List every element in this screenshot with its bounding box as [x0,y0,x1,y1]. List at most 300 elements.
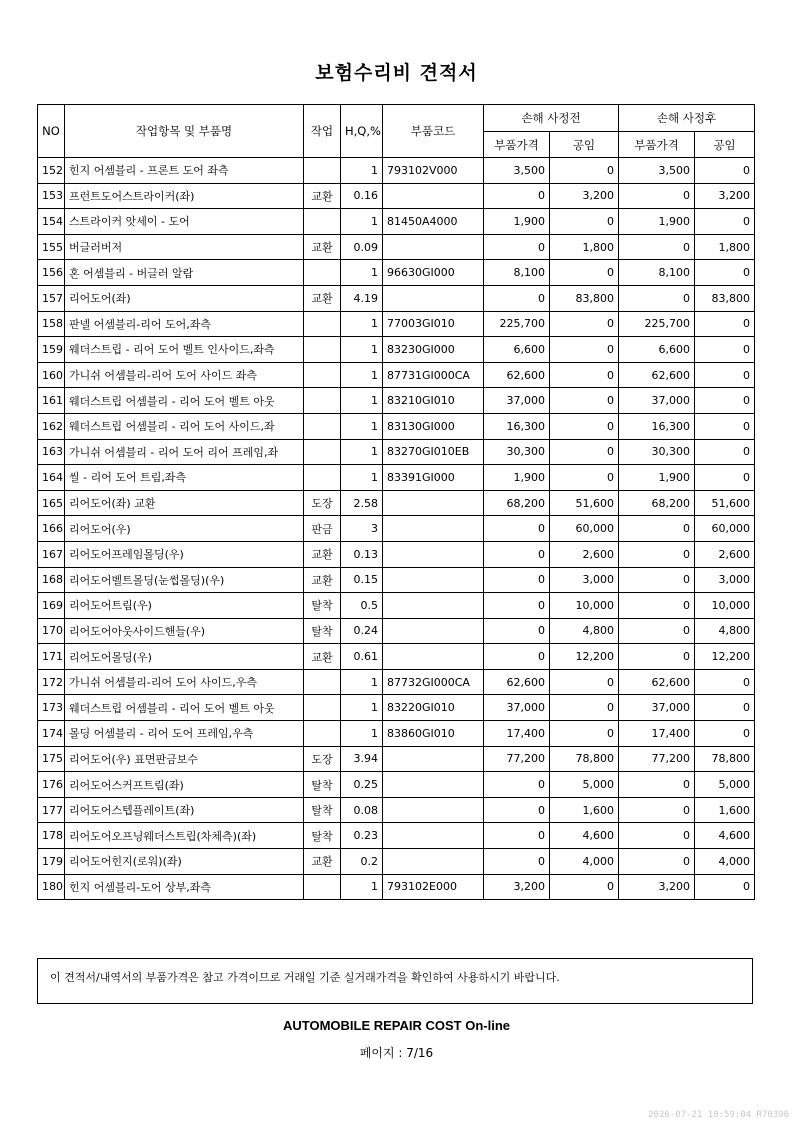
row-before-part-price: 62,600 [484,362,550,388]
row-before-part-price: 1,900 [484,209,550,235]
row-no: 179 [38,849,65,875]
row-before-labor: 0 [550,695,619,721]
row-work: 도장 [304,746,341,772]
row-before-labor: 0 [550,337,619,363]
row-no: 155 [38,234,65,260]
row-after-labor: 78,800 [695,746,755,772]
row-work [304,311,341,337]
header-hq: H,Q,% [341,105,383,158]
row-no: 159 [38,337,65,363]
table-row [38,311,755,337]
row-no: 163 [38,439,65,465]
table-row [38,285,755,311]
row-after-part-price: 0 [619,541,695,567]
row-before-labor: 51,600 [550,490,619,516]
row-hq: 1 [341,721,383,747]
row-after-part-price: 30,300 [619,439,695,465]
page-number: 페이지 : 7/16 [359,1046,434,1060]
row-work [304,413,341,439]
table-row [38,465,755,491]
row-no: 180 [38,874,65,900]
row-before-part-price: 68,200 [484,490,550,516]
row-item-name: 힌지 어셈블리 - 프론트 도어 좌측 [65,158,304,184]
row-after-part-price: 0 [619,823,695,849]
row-item-name: 버글러버저 [65,234,304,260]
row-item-name: 리어도어프레임몰딩(우) [65,541,304,567]
row-after-part-price: 0 [619,234,695,260]
table-row [38,746,755,772]
row-part-code [383,644,484,670]
row-hq: 0.24 [341,618,383,644]
row-before-part-price: 3,500 [484,158,550,184]
row-no: 168 [38,567,65,593]
row-after-labor: 1,600 [695,797,755,823]
row-before-labor: 12,200 [550,644,619,670]
row-before-labor: 0 [550,439,619,465]
row-before-labor: 5,000 [550,772,619,798]
row-hq: 1 [341,439,383,465]
table-row [38,362,755,388]
row-after-part-price: 77,200 [619,746,695,772]
row-item-name: 웨더스트립 어셈블리 - 리어 도어 사이드,좌 [65,413,304,439]
row-hq: 1 [341,413,383,439]
row-item-name: 리어도어아웃사이드핸들(우) [65,618,304,644]
row-hq: 1 [341,669,383,695]
row-after-part-price: 0 [619,644,695,670]
row-part-code: 83391GI000 [383,465,484,491]
header-before-labor: 공임 [550,132,619,158]
row-hq: 0.61 [341,644,383,670]
row-part-code: 77003GI010 [383,311,484,337]
row-before-part-price: 62,600 [484,669,550,695]
row-part-code [383,490,484,516]
row-no: 178 [38,823,65,849]
table-row [38,669,755,695]
row-after-part-price: 37,000 [619,695,695,721]
row-item-name: 웨더스트립 어셈블리 - 리어 도어 벨트 아웃 [65,695,304,721]
table-row [38,644,755,670]
row-before-labor: 10,000 [550,593,619,619]
row-work: 교환 [304,644,341,670]
row-before-labor: 0 [550,158,619,184]
header-work: 작업 [304,105,341,158]
row-before-labor: 0 [550,413,619,439]
row-hq: 0.23 [341,823,383,849]
row-before-labor: 78,800 [550,746,619,772]
row-before-labor: 0 [550,669,619,695]
timestamp-stamp: 2026-07-21 10:59:04 R70396 [648,1110,789,1120]
row-work [304,695,341,721]
row-after-part-price: 0 [619,285,695,311]
row-no: 170 [38,618,65,644]
row-before-part-price: 77,200 [484,746,550,772]
row-before-part-price: 16,300 [484,413,550,439]
row-after-part-price: 0 [619,772,695,798]
row-after-labor: 4,600 [695,823,755,849]
row-after-labor: 60,000 [695,516,755,542]
row-before-part-price: 0 [484,797,550,823]
row-work: 교환 [304,541,341,567]
row-part-code [383,593,484,619]
row-item-name: 혼 어셈블리 - 버글러 알람 [65,260,304,286]
row-after-labor: 0 [695,362,755,388]
row-before-labor: 3,000 [550,567,619,593]
row-before-labor: 0 [550,721,619,747]
row-no: 156 [38,260,65,286]
row-before-part-price: 0 [484,516,550,542]
row-no: 154 [38,209,65,235]
row-work [304,669,341,695]
row-after-part-price: 8,100 [619,260,695,286]
document-title: 보험수리비 견적서 [315,62,478,84]
row-after-labor: 3,200 [695,183,755,209]
row-no: 174 [38,721,65,747]
row-before-labor: 4,600 [550,823,619,849]
row-no: 158 [38,311,65,337]
table-row [38,541,755,567]
row-work [304,721,341,747]
row-before-part-price: 37,000 [484,695,550,721]
header-before: 손해 사정전 [484,105,619,132]
row-after-labor: 3,000 [695,567,755,593]
row-before-part-price: 6,600 [484,337,550,363]
row-item-name: 리어도어힌지(로워)(좌) [65,849,304,875]
row-part-code [383,234,484,260]
row-after-labor: 83,800 [695,285,755,311]
row-no: 161 [38,388,65,414]
row-hq: 0.13 [341,541,383,567]
row-item-name: 가니쉬 어셈블리-리어 도어 사이드,우측 [65,669,304,695]
row-after-labor: 1,800 [695,234,755,260]
row-after-part-price: 3,200 [619,874,695,900]
row-part-code [383,183,484,209]
table-row [38,260,755,286]
row-hq: 3.94 [341,746,383,772]
row-hq: 1 [341,311,383,337]
row-work: 교환 [304,285,341,311]
table-row [38,593,755,619]
row-after-labor: 0 [695,260,755,286]
table-row [38,874,755,900]
header-code: 부품코드 [383,105,484,158]
row-before-part-price: 0 [484,183,550,209]
row-part-code [383,849,484,875]
table-row [38,516,755,542]
header-no: NO [38,105,65,158]
row-part-code: 83860GI010 [383,721,484,747]
row-before-labor: 83,800 [550,285,619,311]
row-part-code: 83130GI000 [383,413,484,439]
row-work: 교환 [304,567,341,593]
row-part-code [383,516,484,542]
row-after-part-price: 3,500 [619,158,695,184]
row-after-labor: 0 [695,337,755,363]
row-hq: 0.08 [341,797,383,823]
row-before-part-price: 0 [484,285,550,311]
row-after-labor: 5,000 [695,772,755,798]
row-work [304,337,341,363]
row-before-part-price: 0 [484,618,550,644]
table-row [38,849,755,875]
row-item-name: 리어도어오프닝웨더스트립(차체측)(좌) [65,823,304,849]
row-after-part-price: 0 [619,516,695,542]
row-part-code: 87732GI000CA [383,669,484,695]
row-after-labor: 0 [695,695,755,721]
row-part-code [383,746,484,772]
row-item-name: 리어도어몰딩(우) [65,644,304,670]
row-hq: 1 [341,209,383,235]
row-part-code [383,823,484,849]
row-after-part-price: 0 [619,797,695,823]
row-after-part-price: 17,400 [619,721,695,747]
row-work [304,388,341,414]
row-work: 교환 [304,234,341,260]
row-item-name: 리어도어스텝플레이트(좌) [65,797,304,823]
row-after-part-price: 225,700 [619,311,695,337]
row-work: 판금 [304,516,341,542]
row-before-part-price: 0 [484,823,550,849]
row-after-part-price: 37,000 [619,388,695,414]
row-work: 탈착 [304,797,341,823]
row-hq: 1 [341,337,383,363]
row-after-part-price: 1,900 [619,465,695,491]
row-before-labor: 0 [550,311,619,337]
row-item-name: 판넬 어셈블리-리어 도어,좌측 [65,311,304,337]
row-no: 162 [38,413,65,439]
row-hq: 1 [341,260,383,286]
row-work: 교환 [304,183,341,209]
row-after-labor: 51,600 [695,490,755,516]
table-row [38,490,755,516]
row-item-name: 리어도어(우) 표면판금보수 [65,746,304,772]
row-no: 153 [38,183,65,209]
row-work: 도장 [304,490,341,516]
row-hq: 0.16 [341,183,383,209]
row-no: 160 [38,362,65,388]
table-body [38,158,755,900]
row-work: 탈착 [304,593,341,619]
table-row [38,823,755,849]
row-part-code [383,618,484,644]
row-after-part-price: 62,600 [619,669,695,695]
header-after-part-price: 부품가격 [619,132,695,158]
row-work [304,362,341,388]
row-work [304,465,341,491]
row-part-code: 87731GI000CA [383,362,484,388]
row-hq: 2.58 [341,490,383,516]
row-item-name: 리어도어(좌) [65,285,304,311]
row-work [304,158,341,184]
row-after-part-price: 1,900 [619,209,695,235]
row-item-name: 힌지 어셈블리-도어 상부,좌측 [65,874,304,900]
row-part-code [383,772,484,798]
row-after-labor: 0 [695,158,755,184]
row-before-labor: 3,200 [550,183,619,209]
row-work [304,209,341,235]
row-no: 175 [38,746,65,772]
notice-box [37,958,753,1004]
row-hq: 1 [341,388,383,414]
row-hq: 0.5 [341,593,383,619]
row-before-part-price: 0 [484,541,550,567]
row-hq: 0.09 [341,234,383,260]
table-row [38,183,755,209]
table-row [38,695,755,721]
row-part-code: 83220GI010 [383,695,484,721]
row-no: 165 [38,490,65,516]
row-hq: 0.15 [341,567,383,593]
row-hq: 1 [341,695,383,721]
row-before-labor: 0 [550,465,619,491]
row-item-name: 웨더스트립 - 리어 도어 벨트 인사이드,좌측 [65,337,304,363]
row-before-labor: 60,000 [550,516,619,542]
row-no: 169 [38,593,65,619]
estimate-table [37,104,755,900]
row-item-name: 웨더스트립 어셈블리 - 리어 도어 벨트 아웃 [65,388,304,414]
row-before-labor: 0 [550,388,619,414]
row-hq: 3 [341,516,383,542]
row-after-labor: 0 [695,439,755,465]
row-no: 173 [38,695,65,721]
table-row [38,797,755,823]
row-before-part-price: 0 [484,849,550,875]
row-no: 171 [38,644,65,670]
row-item-name: 리어도어벨트몰딩(눈썹몰딩)(우) [65,567,304,593]
row-item-name: 리어도어트림(우) [65,593,304,619]
row-work: 탈착 [304,772,341,798]
row-no: 177 [38,797,65,823]
row-work: 탈착 [304,618,341,644]
row-after-labor: 0 [695,413,755,439]
row-part-code [383,567,484,593]
row-no: 152 [38,158,65,184]
row-part-code: 793102V000 [383,158,484,184]
table-row [38,209,755,235]
notice-text: 이 견적서/내역서의 부품가격은 참고 가격이므로 거래일 기준 실거래가격을 확인하여 사용하시기 바랍니다. [50,971,560,984]
row-item-name: 리어도어스커프트림(좌) [65,772,304,798]
row-after-labor: 4,800 [695,618,755,644]
table-row [38,439,755,465]
row-after-part-price: 68,200 [619,490,695,516]
row-before-labor: 1,800 [550,234,619,260]
row-before-part-price: 0 [484,593,550,619]
footer-title: AUTOMOBILE REPAIR COST On-line [282,1018,511,1033]
row-before-labor: 4,000 [550,849,619,875]
row-after-part-price: 62,600 [619,362,695,388]
row-part-code: 83270GI010EB [383,439,484,465]
row-no: 157 [38,285,65,311]
table-row [38,618,755,644]
table-row [38,772,755,798]
row-item-name: 리어도어(좌) 교환 [65,490,304,516]
row-after-part-price: 0 [619,567,695,593]
row-after-labor: 0 [695,465,755,491]
row-hq: 1 [341,362,383,388]
row-after-part-price: 16,300 [619,413,695,439]
row-after-labor: 0 [695,209,755,235]
row-part-code: 793102E000 [383,874,484,900]
row-before-part-price: 17,400 [484,721,550,747]
row-no: 172 [38,669,65,695]
row-hq: 0.2 [341,849,383,875]
row-before-part-price: 0 [484,234,550,260]
row-no: 166 [38,516,65,542]
row-hq: 1 [341,158,383,184]
row-after-labor: 0 [695,388,755,414]
row-before-labor: 0 [550,362,619,388]
row-item-name: 가니쉬 어셈블리 - 리어 도어 리어 프레임,좌 [65,439,304,465]
row-before-labor: 0 [550,874,619,900]
row-item-name: 가니쉬 어셈블리-리어 도어 사이드 좌측 [65,362,304,388]
row-before-part-price: 225,700 [484,311,550,337]
row-work [304,439,341,465]
row-hq: 1 [341,874,383,900]
row-before-part-price: 0 [484,567,550,593]
row-work: 교환 [304,849,341,875]
row-part-code: 83210GI010 [383,388,484,414]
row-no: 176 [38,772,65,798]
row-before-labor: 2,600 [550,541,619,567]
row-no: 164 [38,465,65,491]
row-part-code [383,285,484,311]
row-hq: 4.19 [341,285,383,311]
row-before-labor: 1,600 [550,797,619,823]
row-no: 167 [38,541,65,567]
table-row [38,158,755,184]
row-part-code: 96630GI000 [383,260,484,286]
header-after: 손해 사정후 [619,105,755,132]
table-row [38,388,755,414]
row-before-part-price: 1,900 [484,465,550,491]
row-work [304,260,341,286]
row-after-part-price: 0 [619,618,695,644]
row-hq: 1 [341,465,383,491]
row-before-part-price: 0 [484,644,550,670]
row-after-part-price: 6,600 [619,337,695,363]
row-part-code [383,797,484,823]
row-before-part-price: 30,300 [484,439,550,465]
table-row [38,567,755,593]
table-row [38,337,755,363]
row-before-labor: 0 [550,260,619,286]
row-after-labor: 0 [695,311,755,337]
row-after-labor: 0 [695,669,755,695]
row-part-code [383,541,484,567]
row-after-labor: 12,200 [695,644,755,670]
row-after-labor: 0 [695,874,755,900]
row-after-labor: 0 [695,721,755,747]
row-item-name: 리어도어(우) [65,516,304,542]
row-item-name: 몰딩 어셈블리 - 리어 도어 프레임,우측 [65,721,304,747]
table-row [38,721,755,747]
row-item-name: 스트라이커 앗세이 - 도어 [65,209,304,235]
row-before-labor: 0 [550,209,619,235]
row-before-part-price: 8,100 [484,260,550,286]
row-before-part-price: 37,000 [484,388,550,414]
row-work: 탈착 [304,823,341,849]
table-row [38,413,755,439]
row-after-labor: 10,000 [695,593,755,619]
row-part-code: 83230GI000 [383,337,484,363]
row-after-part-price: 0 [619,593,695,619]
row-before-part-price: 3,200 [484,874,550,900]
row-item-name: 프런트도어스트라이커(좌) [65,183,304,209]
row-after-part-price: 0 [619,849,695,875]
row-after-labor: 2,600 [695,541,755,567]
header-item: 작업항목 및 부품명 [65,105,304,158]
table-row [38,234,755,260]
row-hq: 0.25 [341,772,383,798]
